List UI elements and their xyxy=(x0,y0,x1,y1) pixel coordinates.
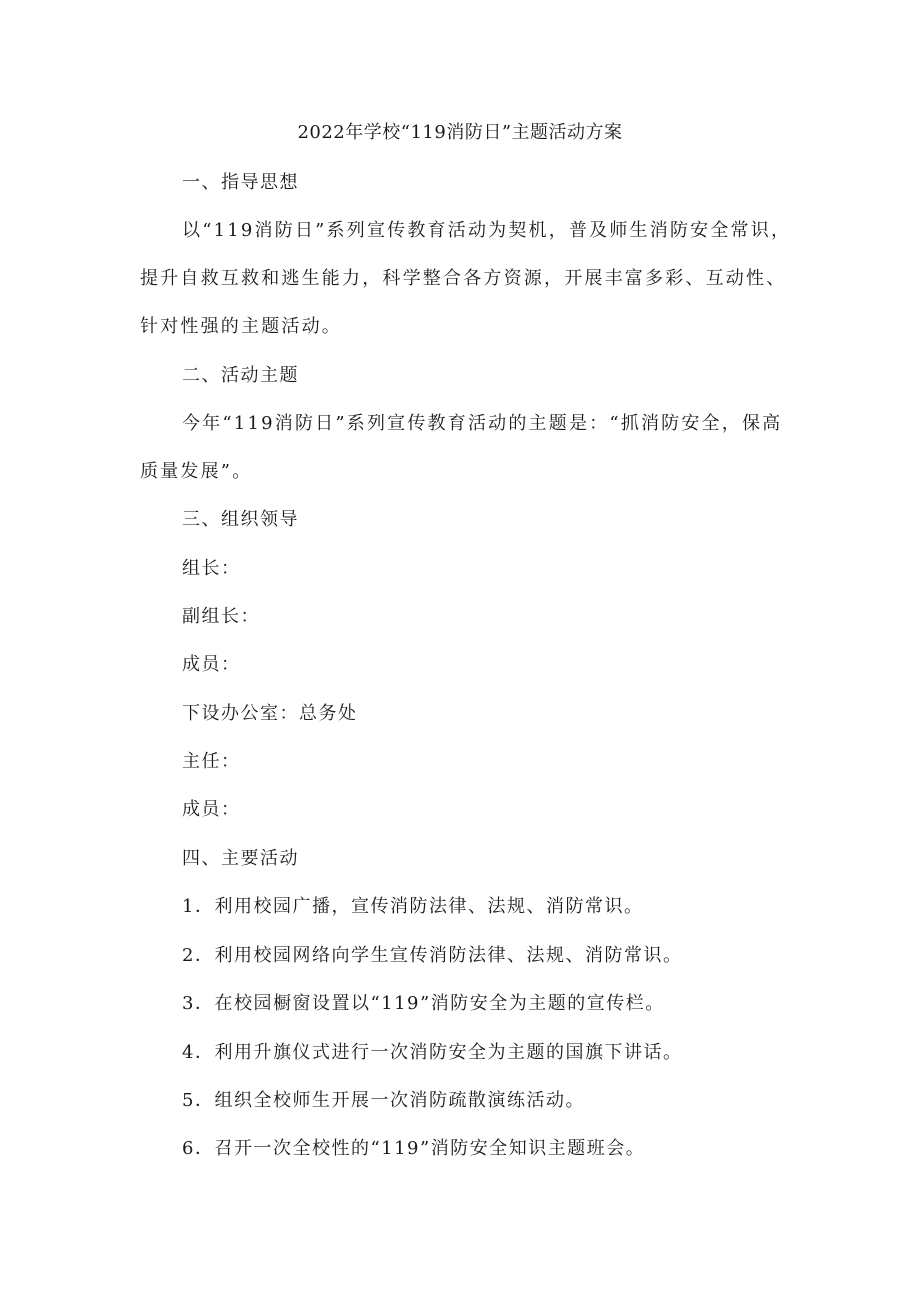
list-item: 1．利用校园广播，宣传消防法律、法规、消防常识。 xyxy=(182,896,644,917)
list-item: 6．召开一次全校性的“119”消防安全知识主题班会。 xyxy=(182,1138,646,1159)
director-label: 主任： xyxy=(182,751,241,772)
members-label: 成员： xyxy=(182,654,241,675)
paragraph-line: 今年“119消防日”系列宣传教育活动的主题是：“抓消防安全，保高 xyxy=(182,413,783,434)
paragraph-line: 以“119消防日”系列宣传教育活动为契机，普及师生消防安全常识， xyxy=(182,220,792,241)
section-heading-organization: 三、组织领导 xyxy=(182,509,299,530)
deputy-leader-label: 副组长： xyxy=(182,606,260,627)
office-label: 下设办公室：总务处 xyxy=(182,703,358,724)
leader-label: 组长： xyxy=(182,558,241,579)
list-item: 2．利用校园网络向学生宣传消防法律、法规、消防常识。 xyxy=(182,945,683,966)
paragraph-line: 提升自救互救和逃生能力，科学整合各方资源，开展丰富多彩、互动性、 xyxy=(140,268,787,289)
paragraph-line: 质量发展”。 xyxy=(140,461,253,482)
office-members-label: 成员： xyxy=(182,799,241,820)
document-title: 2022年学校“119消防日”主题活动方案 xyxy=(297,122,623,143)
section-heading-guiding-ideology: 一、指导思想 xyxy=(182,172,299,193)
section-heading-main-activities: 四、主要活动 xyxy=(182,848,299,869)
paragraph-line: 针对性强的主题活动。 xyxy=(140,316,342,337)
list-item: 3．在校园橱窗设置以“119”消防安全为主题的宣传栏。 xyxy=(182,993,665,1014)
section-heading-activity-theme: 二、活动主题 xyxy=(182,365,299,386)
list-item: 5．组织全校师生开展一次消防疏散演练活动。 xyxy=(182,1090,585,1111)
list-item: 4．利用升旗仪式进行一次消防安全为主题的国旗下讲话。 xyxy=(182,1042,683,1063)
